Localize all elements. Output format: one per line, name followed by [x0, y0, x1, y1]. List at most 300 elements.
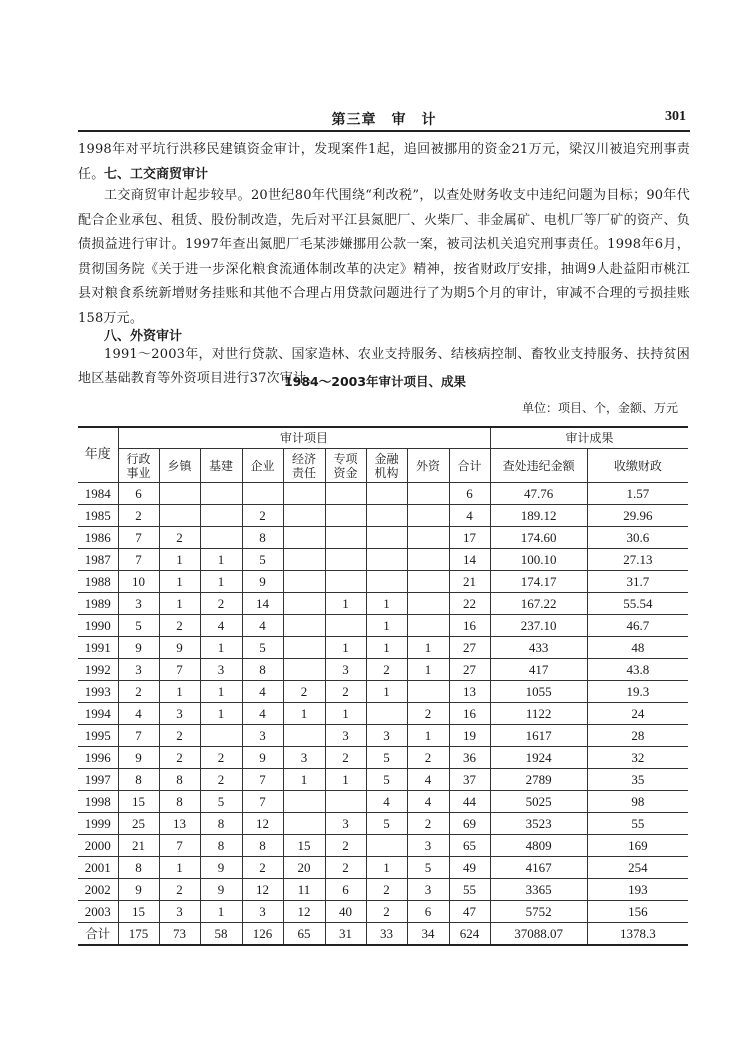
- value-cell: [407, 527, 449, 549]
- value-cell: 34: [407, 923, 449, 946]
- value-cell: 8: [242, 659, 283, 681]
- value-cell: [283, 593, 325, 615]
- value-cell: 5: [366, 747, 407, 769]
- value-cell: 3: [159, 703, 200, 725]
- value-cell: 5: [242, 637, 283, 659]
- value-cell: 25: [118, 813, 159, 835]
- table-row: [78, 725, 688, 747]
- value-cell: 4: [242, 681, 283, 703]
- value-cell: 5: [366, 769, 407, 791]
- value-cell: [366, 505, 407, 527]
- value-cell: 254: [587, 857, 688, 879]
- table-row: [78, 527, 688, 549]
- value-cell: 8: [159, 791, 200, 813]
- value-cell: 6: [407, 901, 449, 923]
- value-cell: 3365: [490, 879, 587, 901]
- value-cell: 1: [159, 571, 200, 593]
- value-cell: 19.3: [587, 681, 688, 703]
- value-cell: 22: [449, 593, 490, 615]
- value-cell: 1: [283, 769, 325, 791]
- value-cell: 27.13: [587, 549, 688, 571]
- value-cell: 2: [200, 769, 242, 791]
- value-cell: 6: [118, 483, 159, 505]
- value-cell: 2789: [490, 769, 587, 791]
- value-cell: 2: [118, 681, 159, 703]
- value-cell: 1: [366, 857, 407, 879]
- value-cell: 100.10: [490, 549, 587, 571]
- section-heading-8: 八、外资审计: [104, 329, 183, 344]
- year-cell: 1989: [78, 593, 118, 615]
- column-header-line: 资金: [333, 465, 358, 480]
- value-cell: 2: [159, 879, 200, 901]
- table-row: [78, 659, 688, 681]
- column-header: 企业: [242, 449, 283, 483]
- value-cell: 48: [587, 637, 688, 659]
- value-cell: 4: [449, 505, 490, 527]
- value-cell: 2: [159, 725, 200, 747]
- column-header: [366, 449, 407, 483]
- value-cell: 1: [325, 769, 366, 791]
- value-cell: [366, 549, 407, 571]
- value-cell: 3: [283, 747, 325, 769]
- column-header-line: 责任: [291, 465, 316, 480]
- value-cell: 55.54: [587, 593, 688, 615]
- column-header-line: 专项: [333, 451, 358, 466]
- value-cell: 2: [200, 593, 242, 615]
- value-cell: 3: [407, 879, 449, 901]
- value-cell: 4809: [490, 835, 587, 857]
- year-cell: 1992: [78, 659, 118, 681]
- header-audit-projects: 审计项目: [118, 427, 490, 449]
- value-cell: 28: [587, 725, 688, 747]
- table-title: 1984～2003年审计项目、成果: [283, 374, 467, 389]
- value-cell: 30.6: [587, 527, 688, 549]
- value-cell: 35: [587, 769, 688, 791]
- value-cell: 8: [118, 769, 159, 791]
- column-header: 外资: [407, 449, 449, 483]
- value-cell: 2: [159, 615, 200, 637]
- value-cell: 189.12: [490, 505, 587, 527]
- value-cell: 5: [366, 813, 407, 835]
- year-cell: 合计: [78, 923, 118, 946]
- value-cell: 624: [449, 923, 490, 946]
- value-cell: [325, 571, 366, 593]
- value-cell: 12: [283, 901, 325, 923]
- year-cell: 2000: [78, 835, 118, 857]
- value-cell: 2: [325, 747, 366, 769]
- value-cell: [159, 505, 200, 527]
- value-cell: 5: [407, 857, 449, 879]
- value-cell: 1: [366, 593, 407, 615]
- year-cell: 1998: [78, 791, 118, 813]
- value-cell: 16: [449, 703, 490, 725]
- table-row: [78, 615, 688, 637]
- value-cell: [283, 791, 325, 813]
- value-cell: [159, 483, 200, 505]
- value-cell: 16: [449, 615, 490, 637]
- value-cell: 3: [118, 593, 159, 615]
- year-cell: 1999: [78, 813, 118, 835]
- value-cell: 1: [200, 637, 242, 659]
- column-header: [118, 449, 159, 483]
- value-cell: [407, 571, 449, 593]
- year-cell: 1990: [78, 615, 118, 637]
- value-cell: 1: [407, 725, 449, 747]
- value-cell: [325, 527, 366, 549]
- table-row: [78, 813, 688, 835]
- page-number: 301: [665, 109, 686, 124]
- value-cell: 3: [118, 659, 159, 681]
- value-cell: 44: [449, 791, 490, 813]
- value-cell: 2: [325, 835, 366, 857]
- value-cell: 2: [325, 681, 366, 703]
- value-cell: 3: [407, 835, 449, 857]
- value-cell: 10: [118, 571, 159, 593]
- year-cell: 1987: [78, 549, 118, 571]
- value-cell: 4: [407, 791, 449, 813]
- value-cell: [325, 615, 366, 637]
- value-cell: 8: [159, 769, 200, 791]
- value-cell: 49: [449, 857, 490, 879]
- value-cell: [200, 505, 242, 527]
- value-cell: 2: [242, 857, 283, 879]
- year-cell: 1994: [78, 703, 118, 725]
- value-cell: 7: [159, 835, 200, 857]
- value-cell: 8: [242, 835, 283, 857]
- value-cell: 4: [242, 615, 283, 637]
- year-cell: 1991: [78, 637, 118, 659]
- table-row: [78, 571, 688, 593]
- value-cell: [407, 593, 449, 615]
- value-cell: 1: [200, 901, 242, 923]
- value-cell: 3: [242, 725, 283, 747]
- value-cell: 9: [242, 747, 283, 769]
- value-cell: [283, 527, 325, 549]
- value-cell: 1: [283, 703, 325, 725]
- value-cell: 2: [118, 505, 159, 527]
- column-header: 合计: [449, 449, 490, 483]
- value-cell: [407, 549, 449, 571]
- value-cell: [200, 725, 242, 747]
- value-cell: 8: [118, 857, 159, 879]
- year-cell: 1996: [78, 747, 118, 769]
- value-cell: 5: [242, 549, 283, 571]
- value-cell: 1: [200, 703, 242, 725]
- value-cell: 1378.3: [587, 923, 688, 946]
- column-header-line: 金融: [374, 451, 399, 466]
- value-cell: 5752: [490, 901, 587, 923]
- column-header: 收缴财政: [587, 449, 688, 483]
- value-cell: 17: [449, 527, 490, 549]
- value-cell: 27: [449, 659, 490, 681]
- value-cell: 1: [407, 659, 449, 681]
- column-header-line: 机构: [374, 465, 399, 480]
- value-cell: 6: [325, 879, 366, 901]
- value-cell: 8: [200, 813, 242, 835]
- table-row: [78, 637, 688, 659]
- subheader-row: [78, 449, 688, 483]
- table-row: [78, 549, 688, 571]
- running-header: [78, 104, 690, 132]
- value-cell: 156: [587, 901, 688, 923]
- value-cell: 33: [366, 923, 407, 946]
- value-cell: 2: [325, 857, 366, 879]
- paragraph-section-8: 1991～2003年，对世行贷款、国家造林、农业支持服务、结核病控制、畜牧业支持服务、扶持贫困地区基础教育等外资项目进行37次审计。: [78, 347, 690, 386]
- value-cell: 27: [449, 637, 490, 659]
- value-cell: [325, 483, 366, 505]
- value-cell: 1924: [490, 747, 587, 769]
- table-unit-note: 单位：项目、个，金额、万元: [521, 401, 678, 415]
- value-cell: [283, 725, 325, 747]
- value-cell: 1: [325, 703, 366, 725]
- value-cell: 7: [118, 527, 159, 549]
- chapter-title: 第三章 审 计: [331, 112, 437, 128]
- value-cell: [325, 791, 366, 813]
- paragraph-flood-resettlement: 1998年对平坑行洪移民建镇资金审计，发现案件1起，追回被挪用的资金21万元，梁汉川被追究刑事责任。: [78, 142, 690, 182]
- value-cell: [283, 571, 325, 593]
- year-cell: 1993: [78, 681, 118, 703]
- value-cell: 2: [159, 747, 200, 769]
- column-header: [325, 449, 366, 483]
- value-cell: 3: [200, 659, 242, 681]
- year-cell: 1984: [78, 483, 118, 505]
- value-cell: 12: [242, 879, 283, 901]
- value-cell: 65: [283, 923, 325, 946]
- value-cell: 43.8: [587, 659, 688, 681]
- value-cell: [366, 703, 407, 725]
- value-cell: [283, 615, 325, 637]
- value-cell: 7: [242, 769, 283, 791]
- value-cell: 2: [200, 747, 242, 769]
- value-cell: 3523: [490, 813, 587, 835]
- table-row: [78, 593, 688, 615]
- table-row: [78, 835, 688, 857]
- value-cell: [366, 571, 407, 593]
- table-row: [78, 747, 688, 769]
- value-cell: 32: [587, 747, 688, 769]
- value-cell: 237.10: [490, 615, 587, 637]
- total-row: [78, 923, 688, 946]
- value-cell: 1: [366, 615, 407, 637]
- value-cell: 5: [118, 615, 159, 637]
- value-cell: [283, 813, 325, 835]
- value-cell: 14: [449, 549, 490, 571]
- table-row: [78, 505, 688, 527]
- value-cell: 167.22: [490, 593, 587, 615]
- value-cell: 2: [283, 681, 325, 703]
- value-cell: 1: [366, 637, 407, 659]
- value-cell: 8: [200, 835, 242, 857]
- value-cell: 9: [118, 879, 159, 901]
- value-cell: 8: [242, 527, 283, 549]
- table-row: [78, 879, 688, 901]
- value-cell: 31.7: [587, 571, 688, 593]
- value-cell: 7: [118, 725, 159, 747]
- value-cell: 9: [118, 637, 159, 659]
- value-cell: 433: [490, 637, 587, 659]
- value-cell: 1: [200, 549, 242, 571]
- value-cell: 19: [449, 725, 490, 747]
- value-cell: 13: [159, 813, 200, 835]
- value-cell: 175: [118, 923, 159, 946]
- value-cell: 9: [118, 747, 159, 769]
- value-cell: 1: [407, 637, 449, 659]
- value-cell: 15: [118, 791, 159, 813]
- value-cell: 3: [159, 901, 200, 923]
- value-cell: 4: [366, 791, 407, 813]
- column-header-line: 经济: [291, 451, 316, 466]
- value-cell: 1: [200, 681, 242, 703]
- value-cell: 2: [407, 813, 449, 835]
- value-cell: 1: [159, 681, 200, 703]
- value-cell: 15: [118, 901, 159, 923]
- value-cell: [407, 681, 449, 703]
- year-cell: 2003: [78, 901, 118, 923]
- value-cell: 40: [325, 901, 366, 923]
- value-cell: 1: [325, 637, 366, 659]
- value-cell: [366, 835, 407, 857]
- column-header: 乡镇: [159, 449, 200, 483]
- value-cell: 4: [407, 769, 449, 791]
- value-cell: 24: [587, 703, 688, 725]
- value-cell: 417: [490, 659, 587, 681]
- value-cell: 55: [449, 879, 490, 901]
- value-cell: [242, 483, 283, 505]
- value-cell: 3: [325, 813, 366, 835]
- value-cell: [200, 483, 242, 505]
- value-cell: 55: [587, 813, 688, 835]
- value-cell: [366, 527, 407, 549]
- value-cell: 20: [283, 857, 325, 879]
- value-cell: 1617: [490, 725, 587, 747]
- column-header: 查处违纪金额: [490, 449, 587, 483]
- value-cell: 7: [118, 549, 159, 571]
- column-header: 基建: [200, 449, 242, 483]
- audit-table: [78, 426, 688, 946]
- value-cell: 37: [449, 769, 490, 791]
- year-cell: 2002: [78, 879, 118, 901]
- value-cell: [283, 505, 325, 527]
- table-row: [78, 857, 688, 879]
- value-cell: 73: [159, 923, 200, 946]
- value-cell: 9: [200, 857, 242, 879]
- value-cell: [283, 483, 325, 505]
- value-cell: [200, 527, 242, 549]
- table-row: [78, 901, 688, 923]
- value-cell: 193: [587, 879, 688, 901]
- value-cell: 21: [118, 835, 159, 857]
- table-body: [78, 483, 688, 946]
- value-cell: 9: [159, 637, 200, 659]
- table-row: [78, 483, 688, 505]
- value-cell: 1: [159, 857, 200, 879]
- value-cell: 47.76: [490, 483, 587, 505]
- value-cell: 3: [242, 901, 283, 923]
- value-cell: 58: [200, 923, 242, 946]
- value-cell: 3: [366, 725, 407, 747]
- year-cell: 1997: [78, 769, 118, 791]
- value-cell: 1122: [490, 703, 587, 725]
- year-cell: 1985: [78, 505, 118, 527]
- value-cell: 2: [366, 901, 407, 923]
- value-cell: 1.57: [587, 483, 688, 505]
- year-cell: 1986: [78, 527, 118, 549]
- value-cell: [325, 549, 366, 571]
- year-cell: 1988: [78, 571, 118, 593]
- value-cell: [366, 483, 407, 505]
- value-cell: 4: [118, 703, 159, 725]
- year-cell: 1995: [78, 725, 118, 747]
- column-header: [283, 449, 325, 483]
- value-cell: [283, 637, 325, 659]
- table-row: [78, 769, 688, 791]
- value-cell: [407, 483, 449, 505]
- table-row: [78, 791, 688, 813]
- value-cell: 5025: [490, 791, 587, 813]
- value-cell: 2: [242, 505, 283, 527]
- value-cell: 37088.07: [490, 923, 587, 946]
- value-cell: 4: [200, 615, 242, 637]
- value-cell: 29.96: [587, 505, 688, 527]
- value-cell: 2: [407, 703, 449, 725]
- value-cell: 31: [325, 923, 366, 946]
- table-row: [78, 681, 688, 703]
- value-cell: 13: [449, 681, 490, 703]
- value-cell: 5: [200, 791, 242, 813]
- value-cell: 1: [159, 549, 200, 571]
- year-cell: 2001: [78, 857, 118, 879]
- section-heading-7: 七、工交商贸审计: [104, 167, 209, 182]
- column-header-line: 行政: [126, 451, 151, 466]
- value-cell: 36: [449, 747, 490, 769]
- column-header-line: 事业: [126, 465, 151, 480]
- value-cell: 47: [449, 901, 490, 923]
- value-cell: 14: [242, 593, 283, 615]
- value-cell: 2: [366, 659, 407, 681]
- value-cell: 4167: [490, 857, 587, 879]
- value-cell: 174.60: [490, 527, 587, 549]
- value-cell: 69: [449, 813, 490, 835]
- value-cell: 65: [449, 835, 490, 857]
- value-cell: 1: [366, 681, 407, 703]
- value-cell: 9: [242, 571, 283, 593]
- header-year: 年度: [78, 427, 118, 483]
- value-cell: 12: [242, 813, 283, 835]
- value-cell: 1: [325, 593, 366, 615]
- value-cell: [283, 549, 325, 571]
- value-cell: [283, 659, 325, 681]
- value-cell: 7: [242, 791, 283, 813]
- value-cell: 3: [325, 725, 366, 747]
- value-cell: 46.7: [587, 615, 688, 637]
- table-row: [78, 703, 688, 725]
- value-cell: [407, 505, 449, 527]
- paragraph-section-7: 工交商贸审计起步较早。20世纪80年代围绕“利改税”，以查处财务收支中违纪问题为目标；90年代配合企业承包、租赁、股份制改造，先后对平江县氮肥厂、火柴厂、非金属矿、电机厂等厂矿的资产、负债损益进行审计。1997年查出氮肥厂毛某涉嫌挪用公款一案，被司法机关追究刑事责任。1998年6月，贯彻国务院《关于进一步深化粮食流通体制改革的决定》精神，按省财政厅安排，抽调9人赴益阳市桃江县对粮食系统新增财务挂账和其他不合理占用贷款问题进行了为期5个月的审计，审减不合理的亏损挂账158万元。: [78, 188, 690, 326]
- value-cell: [407, 615, 449, 637]
- value-cell: 1055: [490, 681, 587, 703]
- value-cell: 11: [283, 879, 325, 901]
- value-cell: 2: [407, 747, 449, 769]
- value-cell: 174.17: [490, 571, 587, 593]
- value-cell: 6: [449, 483, 490, 505]
- value-cell: 1: [159, 593, 200, 615]
- value-cell: 1: [200, 571, 242, 593]
- value-cell: 7: [159, 659, 200, 681]
- value-cell: 126: [242, 923, 283, 946]
- value-cell: 2: [366, 879, 407, 901]
- header-audit-results: 审计成果: [490, 427, 688, 449]
- value-cell: [325, 505, 366, 527]
